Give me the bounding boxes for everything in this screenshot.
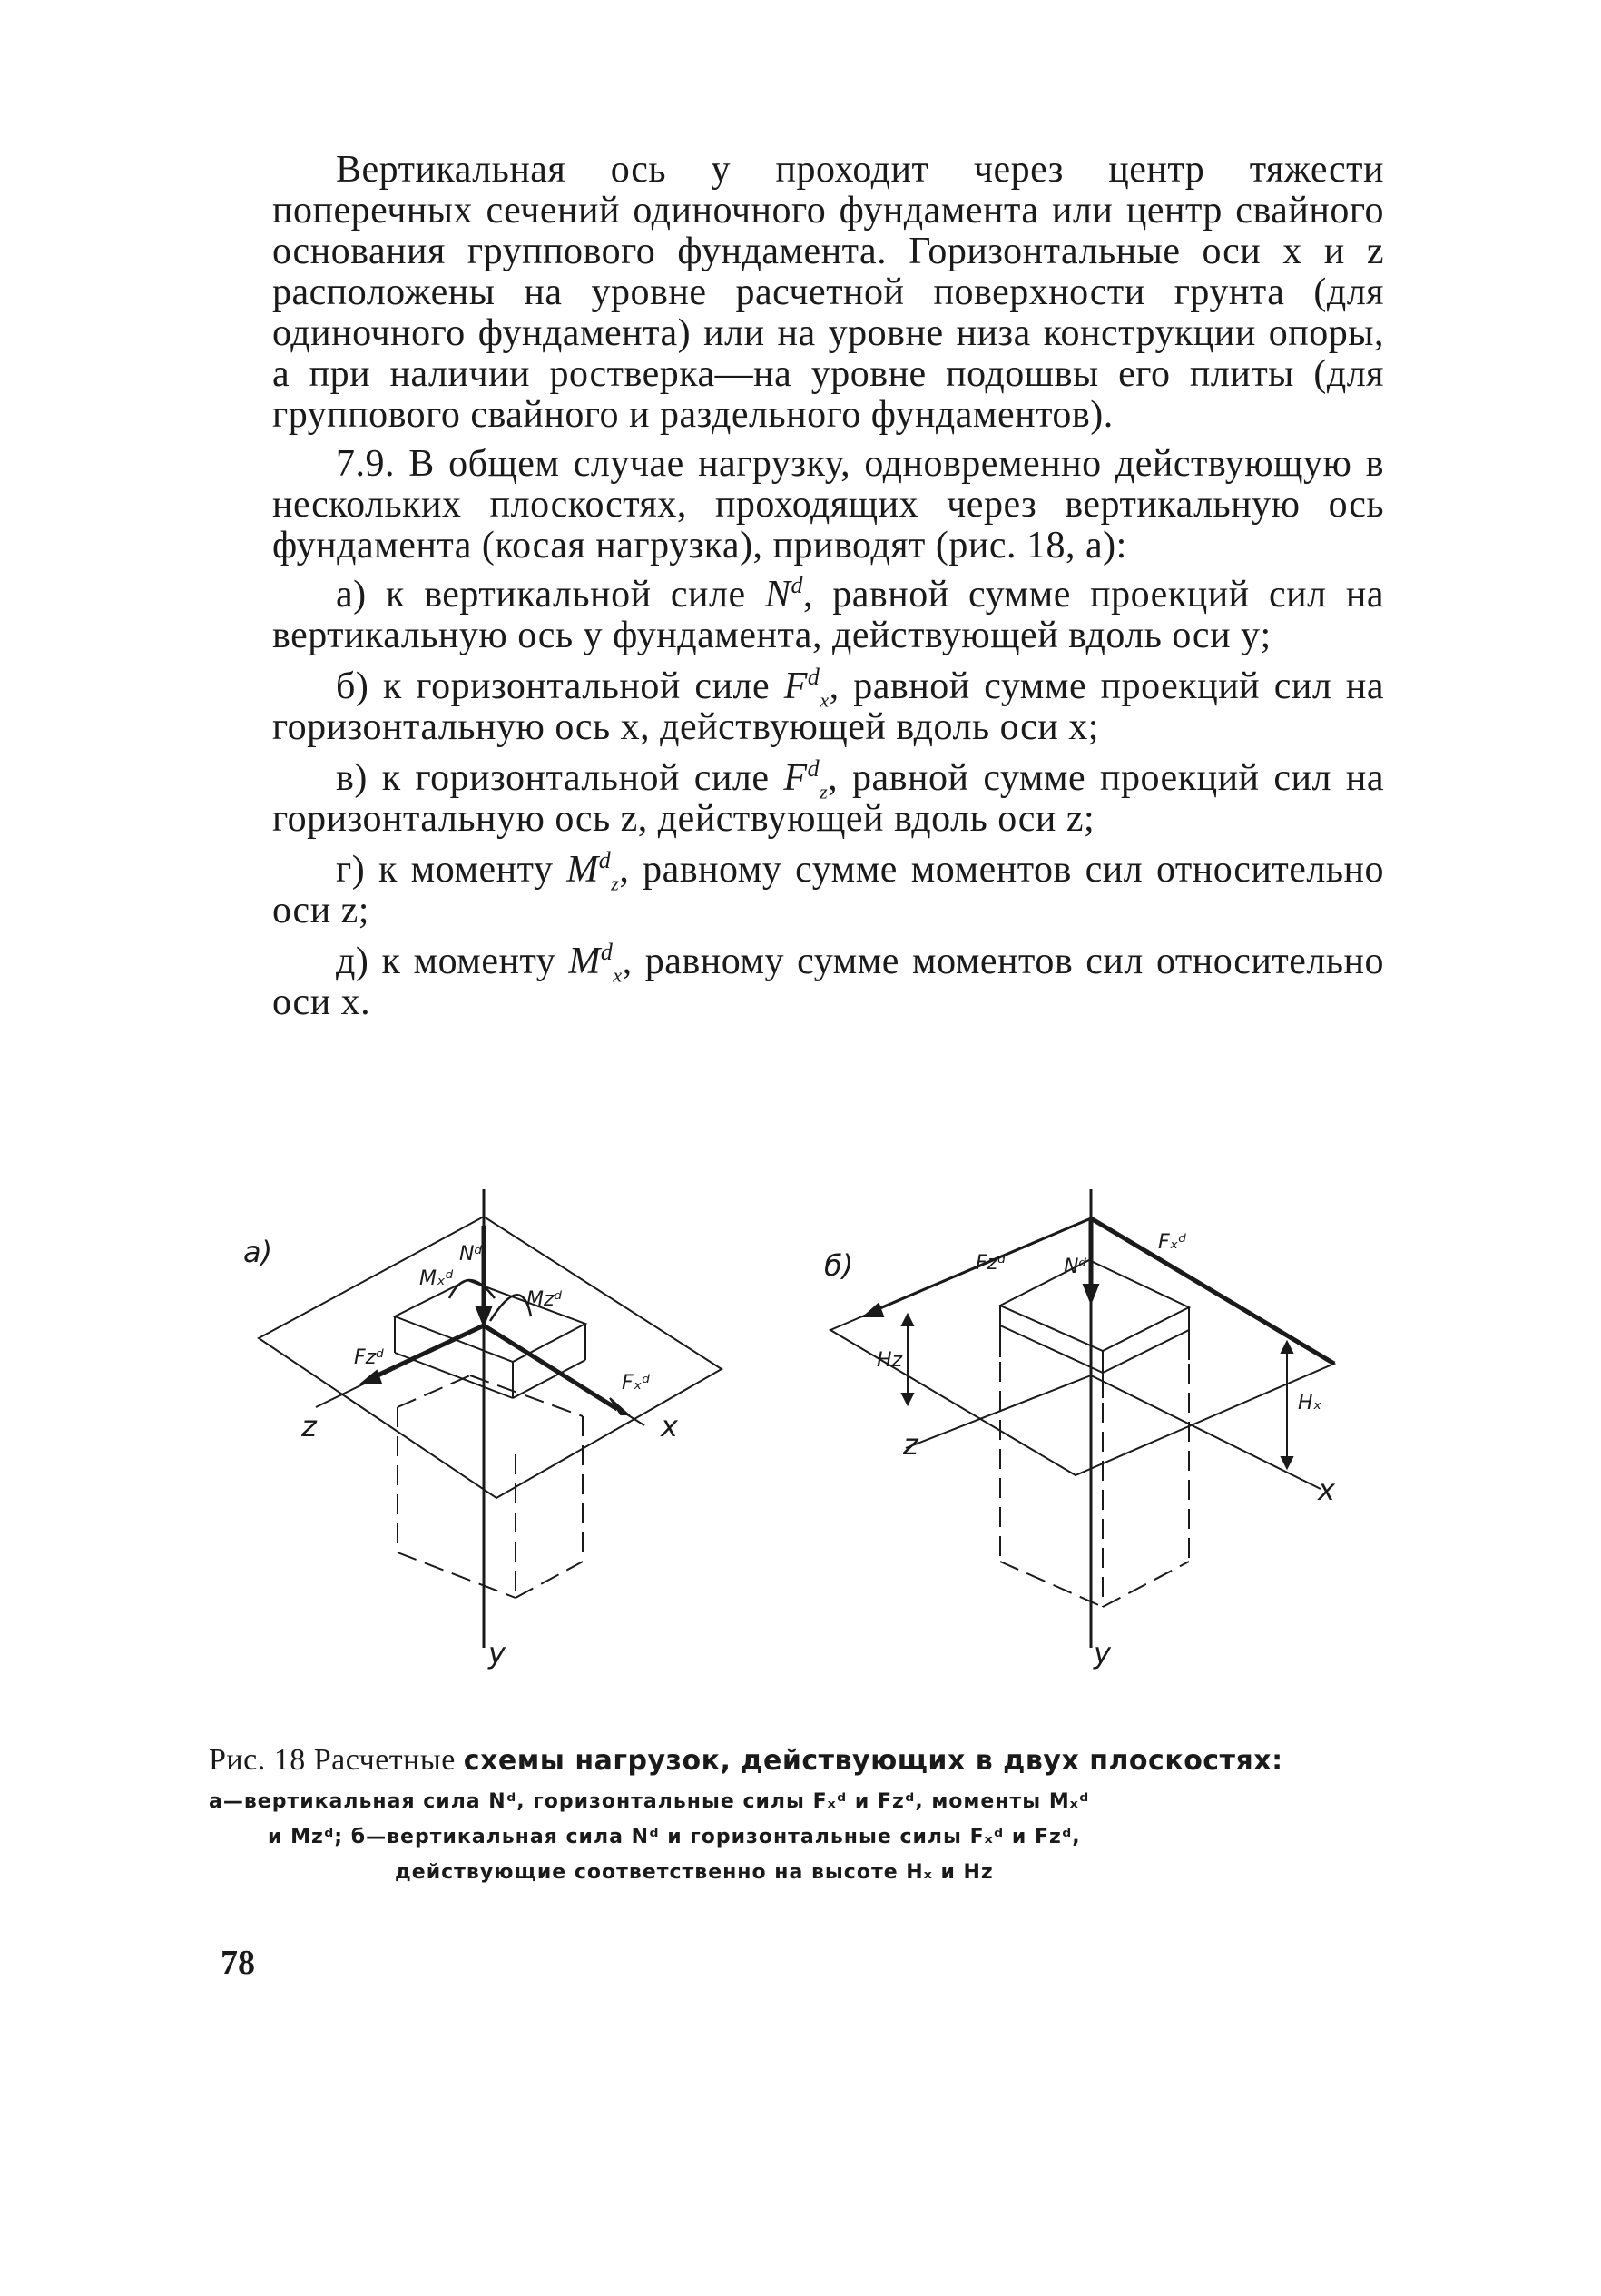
paragraph-axes: Вертикальная ось y проходит через центр тяжести поперечных сечений одиночного фундамента или центр свайного основания группового фундамента. Горизонтальные оси x и z расположены на уровне расчетной поверхности грунта (для одиночного фундамента) или на уровне низа конструкции опоры, а при наличии ростверка—на уровне подошвы его плиты (для группового свайного и раздельного фундаментов). xyxy=(272,149,1384,436)
force-fz-a: Fzᵈ xyxy=(354,1346,385,1369)
force-fx-b: Fₓᵈ xyxy=(1158,1231,1187,1254)
ground-plane-a xyxy=(259,1217,722,1498)
body-text xyxy=(272,150,1384,1033)
y-label-a: y xyxy=(488,1636,506,1670)
force-n-b: Nᵈ xyxy=(1064,1256,1087,1278)
force-n-a: Nᵈ xyxy=(459,1243,483,1266)
item-d: г) к моменту $M^d_z$, равному сумме моментов сил относительно оси z; xyxy=(272,847,1384,931)
footing-top-b xyxy=(1000,1260,1189,1351)
pile-a xyxy=(398,1375,583,1598)
paragraph-7-9: 7.9. В общем случае нагрузку, одновременно действующую в нескольких плоскостях, проходящих через вертикальную ось фундамента (косая нагрузка), приводят (рис. 18, а): xyxy=(272,443,1384,567)
item-c: в) к горизонтальной силе $F^d_z$, равной сумме проекций сил на горизонтальную ось z, действующей вдоль оси z; xyxy=(272,755,1384,840)
height-hz-b: Hz xyxy=(877,1349,903,1372)
z-label-a: z xyxy=(301,1409,317,1444)
caption-line-3: действующие соответственно на высоте Hₓ и Hz xyxy=(395,1861,994,1884)
moment-mz-a: Mzᵈ xyxy=(526,1288,563,1311)
item-a: а) к вертикальной силе $N^d$, равной сумме проекций сил на вертикальную ось y фундамента, действующей вдоль оси y; xyxy=(272,572,1384,656)
y-label-b: y xyxy=(1094,1636,1111,1670)
moment-mx-a: Mₓᵈ xyxy=(419,1267,454,1290)
x-label-a: x xyxy=(661,1409,678,1444)
force-fx-a: Fₓᵈ xyxy=(622,1372,651,1394)
z-axis-b xyxy=(906,1375,1091,1448)
label-a: а) xyxy=(243,1235,273,1269)
force-fz-b: Fzᵈ xyxy=(976,1252,1007,1275)
caption-line-1: а—вертикальная сила Nᵈ, горизонтальные силы Fₓᵈ и Fzᵈ, моменты Mₓᵈ xyxy=(209,1790,1090,1813)
diagram-a xyxy=(259,1189,722,1648)
z-label-b: z xyxy=(903,1427,918,1462)
figure-drawing xyxy=(218,1171,1398,1680)
caption-line-2: и Mzᵈ; б—вертикальная сила Nᵈ и горизонтальные силы Fₓᵈ и Fzᵈ, xyxy=(268,1826,1081,1848)
caption-title: Рис. 18 Расчетные схемы нагрузок, действующих в двух плоскостях: xyxy=(209,1743,1283,1777)
item-b: б) к горизонтальной силе $F^d_x$, равной сумме проекций сил на горизонтальную ось x, действующей вдоль оси x; xyxy=(272,664,1385,748)
height-hx-b: Hₓ xyxy=(1298,1392,1322,1414)
figure-18 xyxy=(218,1171,1398,1680)
pile-b xyxy=(1000,1362,1189,1607)
figure-caption xyxy=(209,1743,1389,1884)
item-e: д) к моменту $M^d_x$, равному сумме моментов сил относительно оси x. xyxy=(272,939,1384,1023)
x-label-b: x xyxy=(1318,1473,1335,1507)
page-number: 78 xyxy=(221,1944,255,1982)
label-b: б) xyxy=(824,1248,854,1283)
